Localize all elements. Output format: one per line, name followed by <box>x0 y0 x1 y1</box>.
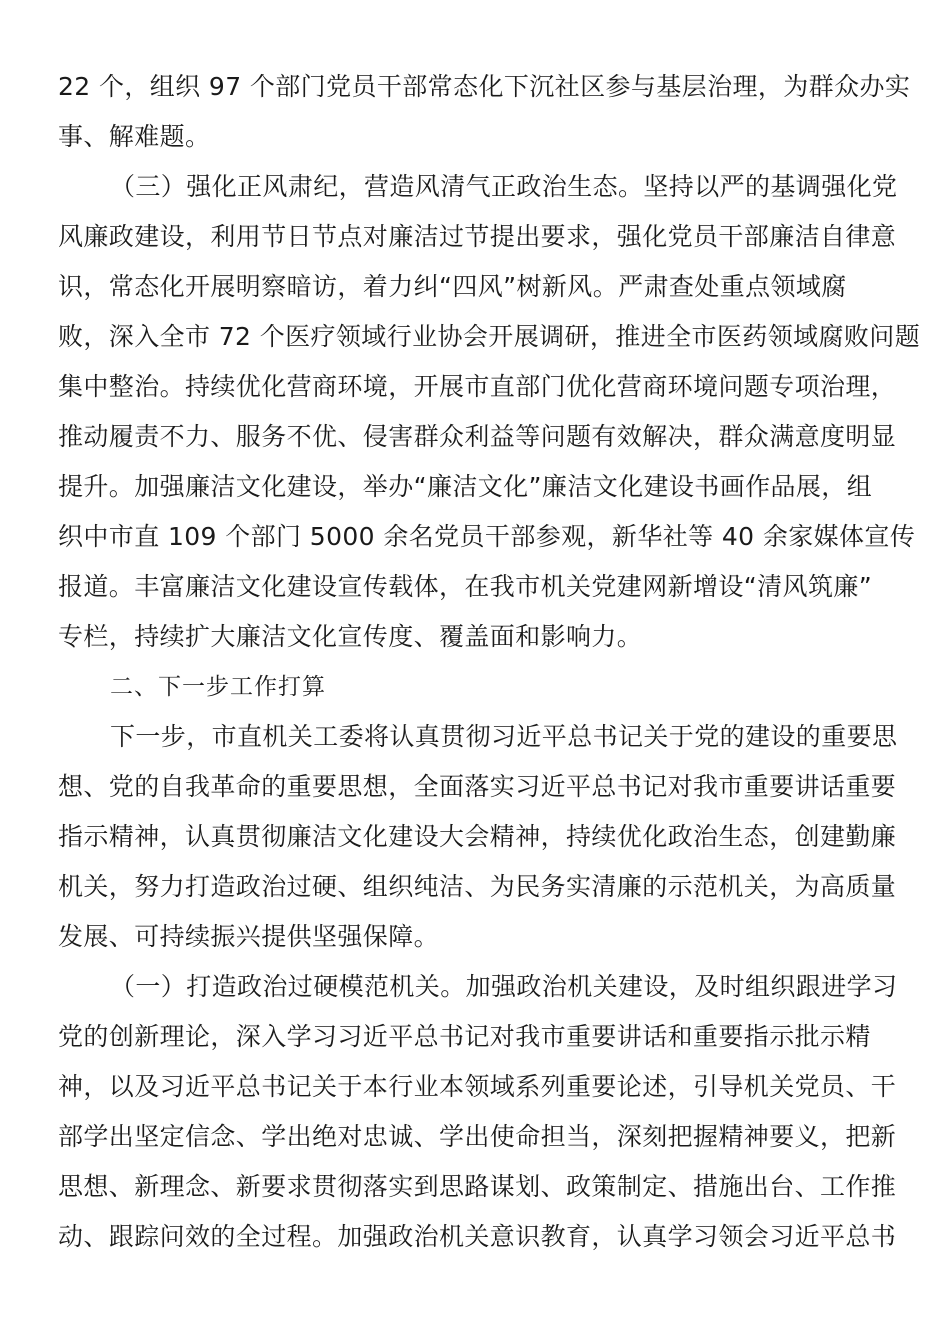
text-line: 提升。加强廉洁文化建设，举办“廉洁文化”廉洁文化建设书画作品展，组 <box>58 472 873 501</box>
text-line: 动、跟踪问效的全过程。加强政治机关意识教育，认真学习领会习近平总书 <box>58 1222 897 1251</box>
paragraph-start-line: （三）强化正风肃纪，营造风清气正政治生态。坚持以严的基调强化党 <box>110 172 898 201</box>
text-line: 推动履责不力、服务不优、侵害群众利益等问题有效解决，群众满意度明显 <box>58 422 897 451</box>
text-line: 想、党的自我革命的重要思想，全面落实习近平总书记对我市重要讲话重要 <box>58 772 897 801</box>
text-line: 识，常态化开展明察暗访，着力纠“四风”树新风。严肃查处重点领域腐 <box>58 272 847 301</box>
text-line: 机关，努力打造政治过硬、组织纯洁、为民务实清廉的示范机关，为高质量 <box>58 872 897 901</box>
document-page <box>58 62 921 1262</box>
text-line: 党的创新理论，深入学习习近平总书记对我市重要讲话和重要指示批示精 <box>58 1022 871 1051</box>
text-line: 败，深入全市 72 个医疗领域行业协会开展调研，推进全市医药领域腐败问题 <box>58 322 921 351</box>
paragraph-start-line: 下一步，市直机关工委将认真贯彻习近平总书记关于党的建设的重要思 <box>110 722 898 751</box>
text-line: 22 个，组织 97 个部门党员干部常态化下沉社区参与基层治理，为群众办实 <box>58 72 911 101</box>
text-line: 部学出坚定信念、学出绝对忠诚、学出使命担当，深刻把握精神要义，把新 <box>58 1122 897 1151</box>
text-line: 专栏，持续扩大廉洁文化宣传度、覆盖面和影响力。 <box>58 622 643 651</box>
text-line: 风廉政建设，利用节日节点对廉洁过节提出要求，强化党员干部廉洁自律意 <box>58 222 897 251</box>
text-line: 织中市直 109 个部门 5000 余名党员干部参观，新华社等 40 余家媒体宣传 <box>58 522 916 551</box>
section-heading: 二、下一步工作打算 <box>110 674 326 700</box>
text-line: 事、解难题。 <box>58 122 211 151</box>
paragraph-start-line: （一）打造政治过硬模范机关。加强政治机关建设，及时组织跟进学习 <box>110 972 898 1001</box>
text-line: 发展、可持续振兴提供坚强保障。 <box>58 922 440 951</box>
text-line: 思想、新理念、新要求贯彻落实到思路谋划、政策制定、措施出台、工作推 <box>58 1172 897 1201</box>
text-line: 指示精神，认真贯彻廉洁文化建设大会精神，持续优化政治生态，创建勤廉 <box>58 822 897 851</box>
text-line: 报道。丰富廉洁文化建设宣传载体，在我市机关党建网新增设“清风筑廉” <box>58 572 873 601</box>
text-line: 集中整治。持续优化营商环境，开展市直部门优化营商环境问题专项治理， <box>58 372 897 401</box>
text-line: 神，以及习近平总书记关于本行业本领域系列重要论述，引导机关党员、干 <box>58 1072 897 1101</box>
